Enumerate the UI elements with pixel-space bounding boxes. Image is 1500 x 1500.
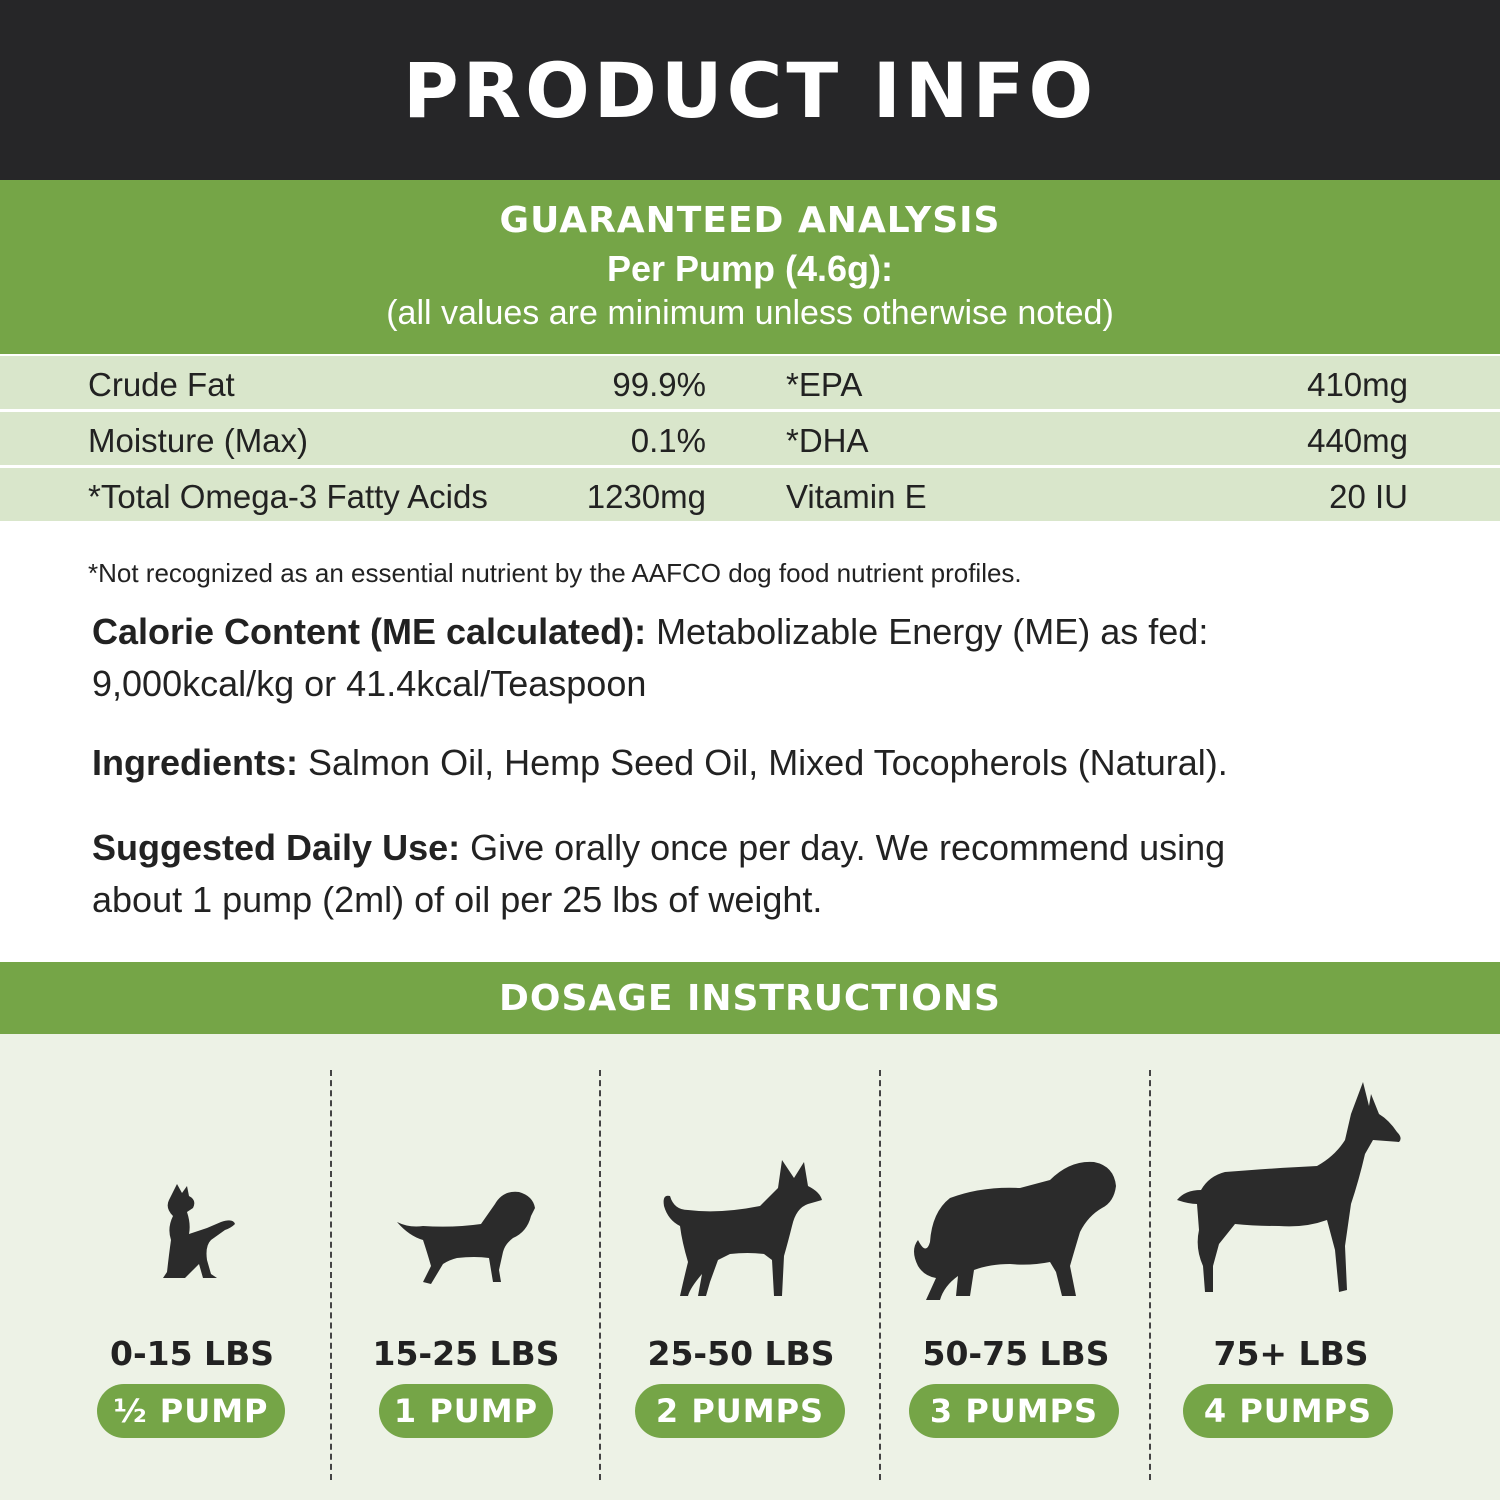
analysis-note: (all values are minimum unless otherwise noted) <box>386 294 1114 332</box>
nutrient-value: 410mg <box>1307 366 1408 403</box>
nutrient-label: *DHA <box>786 422 869 459</box>
nutrient-value: 99.9% <box>612 366 706 403</box>
ingredients-text: Salmon Oil, Hemp Seed Oil, Mixed Tocopherols (Natural). <box>298 742 1228 783</box>
nutrient-row <box>0 356 1500 409</box>
nutrient-label: *EPA <box>786 366 863 403</box>
daily-use-text: Give orally once per day. We recommend using about 1 pump (2ml) of oil per 25 lbs of weight. <box>92 827 1226 920</box>
dosage-title: DOSAGE INSTRUCTIONS <box>499 977 1001 1019</box>
nutrient-label: Vitamin E <box>786 478 927 515</box>
serving-size-label: Per Pump (4.6g): <box>606 248 894 289</box>
tiny-dog-icon <box>155 1184 245 1284</box>
giant-dog-icon <box>1175 1080 1405 1300</box>
nutrient-label: Moisture (Max) <box>88 422 309 459</box>
weight-range-label: 25-50 LBS <box>647 1334 835 1373</box>
nutrient-value: 20 IU <box>1329 478 1408 515</box>
calorie-content-label: Calorie Content (ME calculated): <box>92 611 647 652</box>
nutrient-label: *Total Omega-3 Fatty Acids <box>88 478 488 515</box>
dose-badge: ½ PUMP <box>97 1384 285 1438</box>
small-dog-icon <box>395 1186 540 1286</box>
dose-badge: 1 PUMP <box>379 1384 553 1438</box>
dose-badge: 3 PUMPS <box>909 1384 1119 1438</box>
ingredients-label: Ingredients: <box>92 742 299 783</box>
weight-range-label: 50-75 LBS <box>922 1334 1110 1373</box>
column-divider <box>879 1070 881 1480</box>
nutrient-value: 1230mg <box>586 478 706 515</box>
column-divider <box>1149 1070 1151 1480</box>
dosage-banner <box>0 962 1500 1034</box>
calorie-content <box>92 606 1292 710</box>
nutrient-value: 0.1% <box>630 422 706 459</box>
medium-dog-icon <box>660 1156 825 1306</box>
nutrient-table <box>0 356 1500 524</box>
nutrient-value: 440mg <box>1307 422 1408 459</box>
page-title: PRODUCT INFO <box>402 45 1098 135</box>
weight-range-label: 0-15 LBS <box>109 1334 275 1373</box>
aafco-footnote: *Not recognized as an essential nutrient by the AAFCO dog food nutrient profiles. <box>88 558 1022 588</box>
nutrient-label: Crude Fat <box>88 366 235 403</box>
dose-badge: 4 PUMPS <box>1183 1384 1393 1438</box>
daily-use-label: Suggested Daily Use: <box>92 827 461 868</box>
ingredients <box>92 737 1292 789</box>
nutrient-row <box>0 468 1500 521</box>
dosage-chart <box>0 1034 1500 1500</box>
header-banner <box>0 0 1500 180</box>
calorie-content-text: Metabolizable Energy (ME) as fed: 9,000kcal/kg or 41.4kcal/Teaspoon <box>92 611 1209 704</box>
guaranteed-analysis-banner <box>0 180 1500 354</box>
column-divider <box>330 1070 332 1480</box>
dose-badge: 2 PUMPS <box>635 1384 845 1438</box>
guaranteed-analysis-title: GUARANTEED ANALYSIS <box>499 200 1001 241</box>
weight-range-label: 15-25 LBS <box>372 1334 560 1373</box>
weight-range-label: 75+ LBS <box>1213 1334 1369 1373</box>
column-divider <box>599 1070 601 1480</box>
large-dog-icon <box>910 1146 1120 1306</box>
suggested-daily-use <box>92 822 1292 926</box>
nutrient-row <box>0 412 1500 465</box>
